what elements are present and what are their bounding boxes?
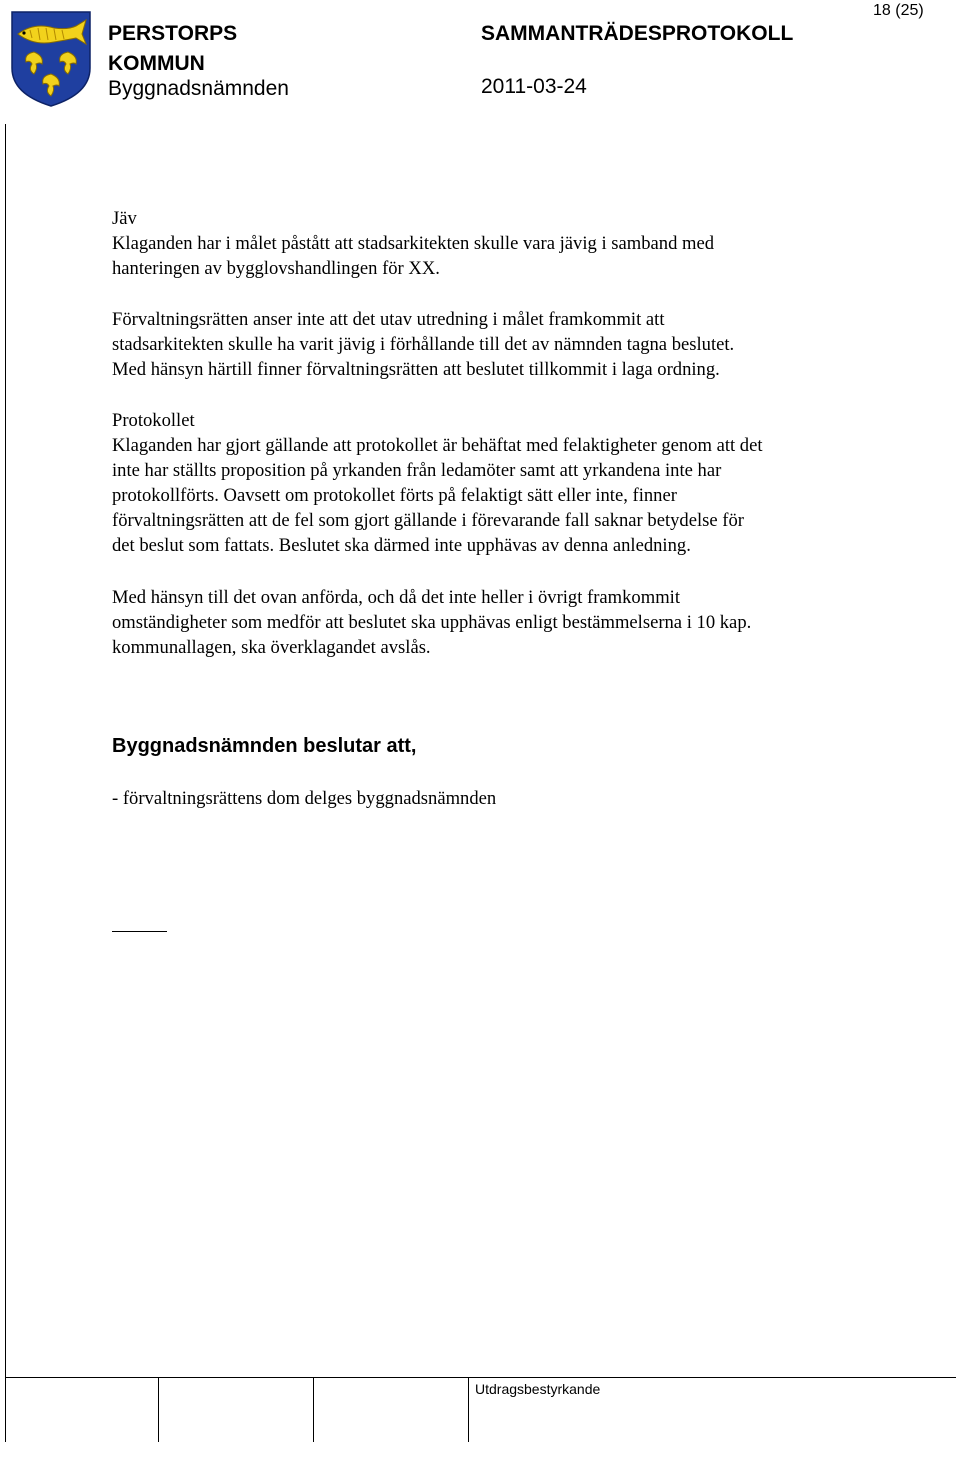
text-line: stadsarkitekten skulle ha varit jävig i förhållande till det av nämnden tagna beslutet. [112,334,735,355]
text-line: förvaltningsrätten att de fel som gjort gällande i förevarande fall saknar betydelse för [112,510,744,531]
department-name: Byggnadsnämnden [108,77,289,100]
text-line: Klaganden har gjort gällande att protokollet är behäftat med felaktigheter genom att det [112,435,763,456]
organization-name-line1: PERSTORPS [108,22,238,45]
decision-heading: Byggnadsnämnden beslutar att, [112,735,417,757]
text-line: Med hänsyn till det ovan anförda, och då det inte heller i övrigt framkommit [112,587,680,608]
footer-top-rule [5,1377,956,1378]
paragraph-jav-ruling [112,307,912,382]
text-line: hanteringen av bygglovshandlingen för XX. [112,258,440,279]
municipal-coat-of-arms-icon [10,10,92,108]
footer-column-divider-2 [313,1377,314,1442]
page-number: 18 (25) [873,2,924,19]
text-line: protokollförts. Oavsett om protokollet förts på felaktigt sätt eller inte, finner [112,485,677,506]
document-type-title: SAMMANTRÄDESPROTOKOLL [481,22,794,45]
text-line: kommunallagen, ska överklagandet avslås. [112,637,431,658]
footer-certification-label: Utdragsbestyrkande [475,1381,601,1397]
paragraph-protokollet-conclusion [112,585,912,660]
text-line: Förvaltningsrätten anser inte att det utav utredning i målet framkommit att [112,309,665,330]
end-marker-rule [112,931,167,932]
section-protokollet [112,408,912,558]
text-line: Med hänsyn härtill finner förvaltningsrätten att beslutet tillkommit i laga ordning. [112,359,720,380]
footer-column-divider-1 [158,1377,159,1442]
text-line: det beslut som fattats. Beslutet ska därmed inte upphävas av denna anledning. [112,535,691,556]
section-heading-jav: Jäv [112,208,137,229]
left-margin-rule [5,124,6,1442]
footer-column-divider-3 [468,1377,469,1442]
text-line: inte har ställts proposition på yrkanden från ledamöter samt att yrkandena inte har [112,460,722,481]
text-line: omständigheter som medför att beslutet ska upphävas enligt bestämmelserna i 10 kap. [112,612,752,633]
decision-item: - förvaltningsrättens dom delges byggnadsnämnden [112,788,497,809]
organization-name-line2: KOMMUN [108,52,205,75]
section-heading-protokollet: Protokollet [112,410,195,431]
section-jav [112,206,912,281]
document-date: 2011-03-24 [481,75,587,98]
text-line: Klaganden har i målet påstått att stadsarkitekten skulle vara jävig i samband med [112,233,715,254]
